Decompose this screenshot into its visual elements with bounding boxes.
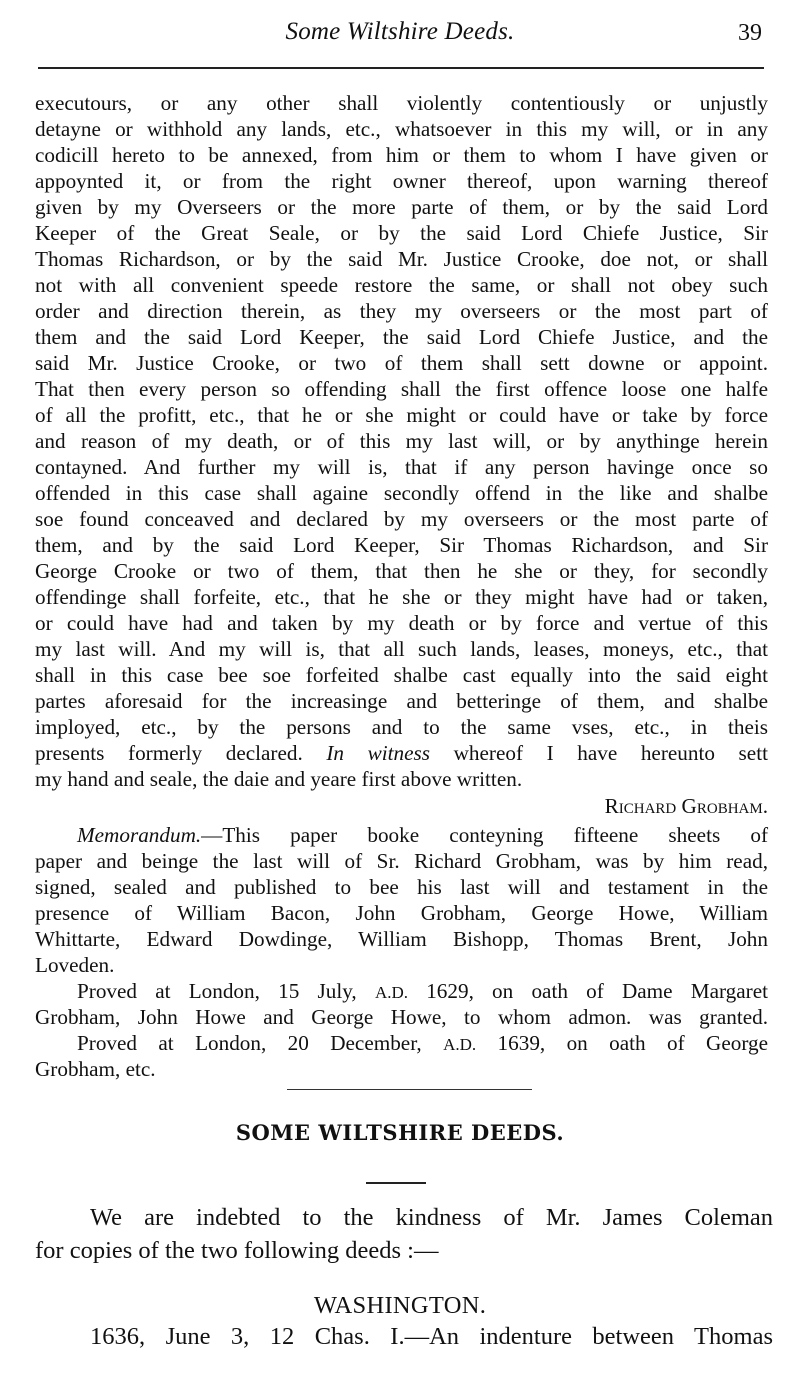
text-line: soe found conceaved and declared by my overseers or the most parte of xyxy=(35,507,768,531)
text-line: offendinge shall forfeite, etc., that he she or they might have had or taken, xyxy=(35,585,768,609)
running-header xyxy=(0,18,800,50)
deed-subheading: WASHINGTON. xyxy=(313,1292,487,1319)
text-line: shall in this case bee soe forfeited shalbe cast equally into the said eight xyxy=(35,663,768,687)
text-line: of all the profitt, etc., that he or she might or could have or take by force xyxy=(35,403,768,427)
text-line: contayned. And further my will is, that if any person havinge once so xyxy=(35,455,768,479)
text-line: That then every person so offending shall the first offence loose one halfe xyxy=(35,377,768,401)
text-line: them and the said Lord Keeper, the said Lord Chiefe Justice, and the xyxy=(35,325,768,349)
memorandum-rest: —This paper booke conteyning fifteene sheets of xyxy=(201,823,768,847)
text-line: my hand and seale, the daie and yeare first above written. xyxy=(35,767,523,791)
text-line: Thomas Richardson, or by the said Mr. Justice Crooke, doe not, or shall xyxy=(35,247,768,271)
witness-line xyxy=(35,740,768,766)
signature: Richard Grobham. xyxy=(604,794,768,818)
text-line: imployed, etc., by the persons and to the same vses, etc., in theis xyxy=(35,715,768,739)
text-line: order and direction therein, as they my overseers or the most part of xyxy=(35,299,768,323)
era-label: A.D. xyxy=(374,983,408,1002)
header-rule xyxy=(38,67,764,69)
text-line: not with all convenient speede restore the same, or shall not obey such xyxy=(35,273,768,297)
title-rule xyxy=(366,1182,426,1184)
era-label: A.D. xyxy=(443,1035,477,1054)
text-line: executours, or any other shall violently contentiously or unjustly xyxy=(35,91,768,115)
text-line: given by my Overseers or the more parte of them, or by the said Lord xyxy=(35,195,768,219)
memorandum-label: Memorandum. xyxy=(77,823,202,847)
text-line: signed, sealed and published to bee his last will and testament in the xyxy=(35,875,768,899)
intro-line-1: We are indebted to the kindness of Mr. James Coleman xyxy=(90,1204,773,1231)
witness-after: whereof I have hereunto sett xyxy=(430,741,768,765)
probate-2-line-1 xyxy=(77,1030,768,1056)
text-line: them, and by the said Lord Keeper, Sir Thomas Richardson, and Sir xyxy=(35,533,768,557)
text-line: or could have had and taken by my death or by force and vertue of this xyxy=(35,611,768,635)
text-line: Keeper of the Great Seale, or by the said Lord Chiefe Justice, Sir xyxy=(35,221,768,245)
probate-text: Proved at London, 15 July, xyxy=(77,979,375,1003)
text-line: and reason of my death, or of this my last will, or by anythinge herein xyxy=(35,429,768,453)
deed-line: 1636, June 3, 12 Chas. I.—An indenture between Thomas xyxy=(90,1323,773,1350)
memorandum-first-line xyxy=(77,822,768,848)
text-line: codicill hereto to be annexed, from him or them to whom I have given or xyxy=(35,143,768,167)
probate-1-line-2: Grobham, John Howe and George Howe, to whom admon. was granted. xyxy=(35,1005,768,1029)
text-line: my last will. And my will is, that all such lands, leases, moneys, etc., that xyxy=(35,637,768,661)
text-line: Loveden. xyxy=(35,953,115,977)
text-line: detayne or withhold any lands, etc., whatsoever in this my will, or in any xyxy=(35,117,768,141)
probate-text: 1639, on oath of George xyxy=(476,1031,768,1055)
text-line: said Mr. Justice Crooke, or two of them shall sett downe or appoint. xyxy=(35,351,768,375)
section-divider xyxy=(287,1089,532,1090)
probate-text: Proved at London, 20 December, xyxy=(77,1031,444,1055)
intro-line-2: for copies of the two following deeds :— xyxy=(35,1237,439,1264)
text-line: presence of William Bacon, John Grobham, George Howe, William xyxy=(35,901,768,925)
witness-before: presents formerly declared. xyxy=(35,741,327,765)
section-title: SOME WILTSHIRE DEEDS. xyxy=(235,1120,565,1145)
text-line: George Crooke or two of them, that then he she or they, for secondly xyxy=(35,559,768,583)
text-line: Whittarte, Edward Dowdinge, William Bishopp, Thomas Brent, John xyxy=(35,927,768,951)
text-line: partes aforesaid for the increasinge and betteringe of them, and shalbe xyxy=(35,689,768,713)
text-line: paper and beinge the last will of Sr. Richard Grobham, was by him read, xyxy=(35,849,768,873)
witness-italic: In witness xyxy=(326,741,431,765)
text-line: offended in this case shall againe secondly offend in the like and shalbe xyxy=(35,481,768,505)
probate-2-line-2: Grobham, etc. xyxy=(35,1057,156,1081)
text-line: appoynted it, or from the right owner thereof, upon warning thereof xyxy=(35,169,768,193)
probate-1-line-1 xyxy=(77,978,768,1004)
running-title: Some Wiltshire Deeds. xyxy=(285,18,515,45)
probate-text: 1629, on oath of Dame Margaret xyxy=(408,979,769,1003)
page-number: 39 xyxy=(738,20,762,46)
